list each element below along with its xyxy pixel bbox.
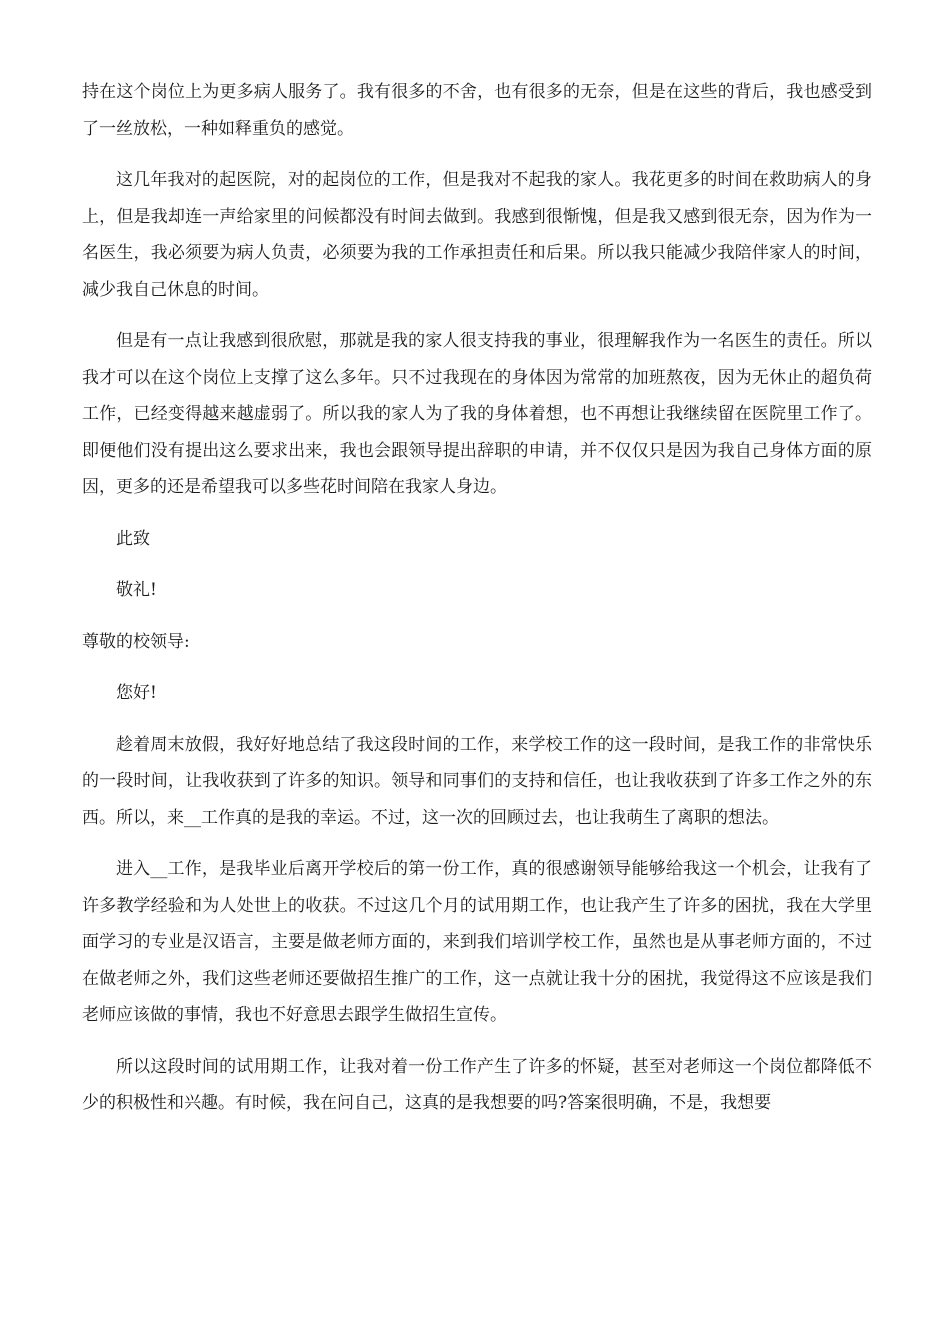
paragraph-continuation: 持在这个岗位上为更多病人服务了。我有很多的不舍，也有很多的无奈，但是在这些的背后，我也感受到了一丝放松，一种如释重负的感觉。 <box>82 82 872 139</box>
paragraph-family-support: 但是有一点让我感到很欣慰，那就是我的家人很支持我的事业，很理解我作为一名医生的责任。所以我才可以在这个岗位上支撑了这么多年。只不过我现在的身体因为常常的加班熬夜，因为无休止的超负荷工作，已经变得越来越虚弱了。所以我的家人为了我的身体着想，也不再想让我继续留在医院里工作了。即便他们没有提出这么要求出来，我也会跟领导提出辞职的申请，并不仅仅只是因为我自己身体方面的原因，更多的还是希望我可以多些花时间陪在我家人身边。 <box>82 331 872 497</box>
paragraph-work-summary: 趁着周末放假，我好好地总结了我这段时间的工作，来学校工作的这一段时间，是我工作的非常快乐的一段时间，让我收获到了许多的知识。领导和同事们的支持和信任，也让我收获到了许多工作之外的东西。所以，来__工作真的是我的幸运。不过，这一次的回顾过去，也让我萌生了离职的想法。 <box>82 734 872 828</box>
document-page <box>82 74 872 1137</box>
paragraph-probation-doubts: 所以这段时间的试用期工作，让我对着一份工作产生了许多的怀疑，甚至对老师这一个岗位都降低不少的积极性和兴趣。有时候，我在问自己，这真的是我想要的吗?答案很明确，不是，我想要 <box>82 1056 872 1113</box>
closing-salutation: 此致 <box>116 528 150 549</box>
paragraph-first-job: 进入__工作，是我毕业后离开学校后的第一份工作，真的很感谢领导能够给我这一个机会，让我有了许多教学经验和为人处世上的收获。不过这几个月的试用期工作，也让我产生了许多的困扰，我在大学里面学习的专业是汉语言，主要是做老师方面的，来到我们培训学校工作，虽然也是从事老师方面的，不过在做老师之外，我们这些老师还要做招生推广的工作，这一点就让我十分的困扰，我觉得这不应该是我们老师应该做的事情，我也不好意思去跟学生做招生宣传。 <box>82 859 872 1025</box>
letter-greeting: 您好! <box>116 683 157 703</box>
paragraph-family-apology: 这几年我对的起医院，对的起岗位的工作，但是我对不起我的家人。我花更多的时间在救助病人的身上，但是我却连一声给家里的问候都没有时间去做到。我感到很惭愧，但是我又感到很无奈，因为作为一名医生，我必须要为病人负责，必须要为我的工作承担责任和后果。所以我只能减少我陪伴家人的时间，减少我自己休息的时间。 <box>82 170 872 300</box>
closing-regards: 敬礼! <box>116 580 157 600</box>
letter-addressee: 尊敬的校领导: <box>82 631 190 652</box>
